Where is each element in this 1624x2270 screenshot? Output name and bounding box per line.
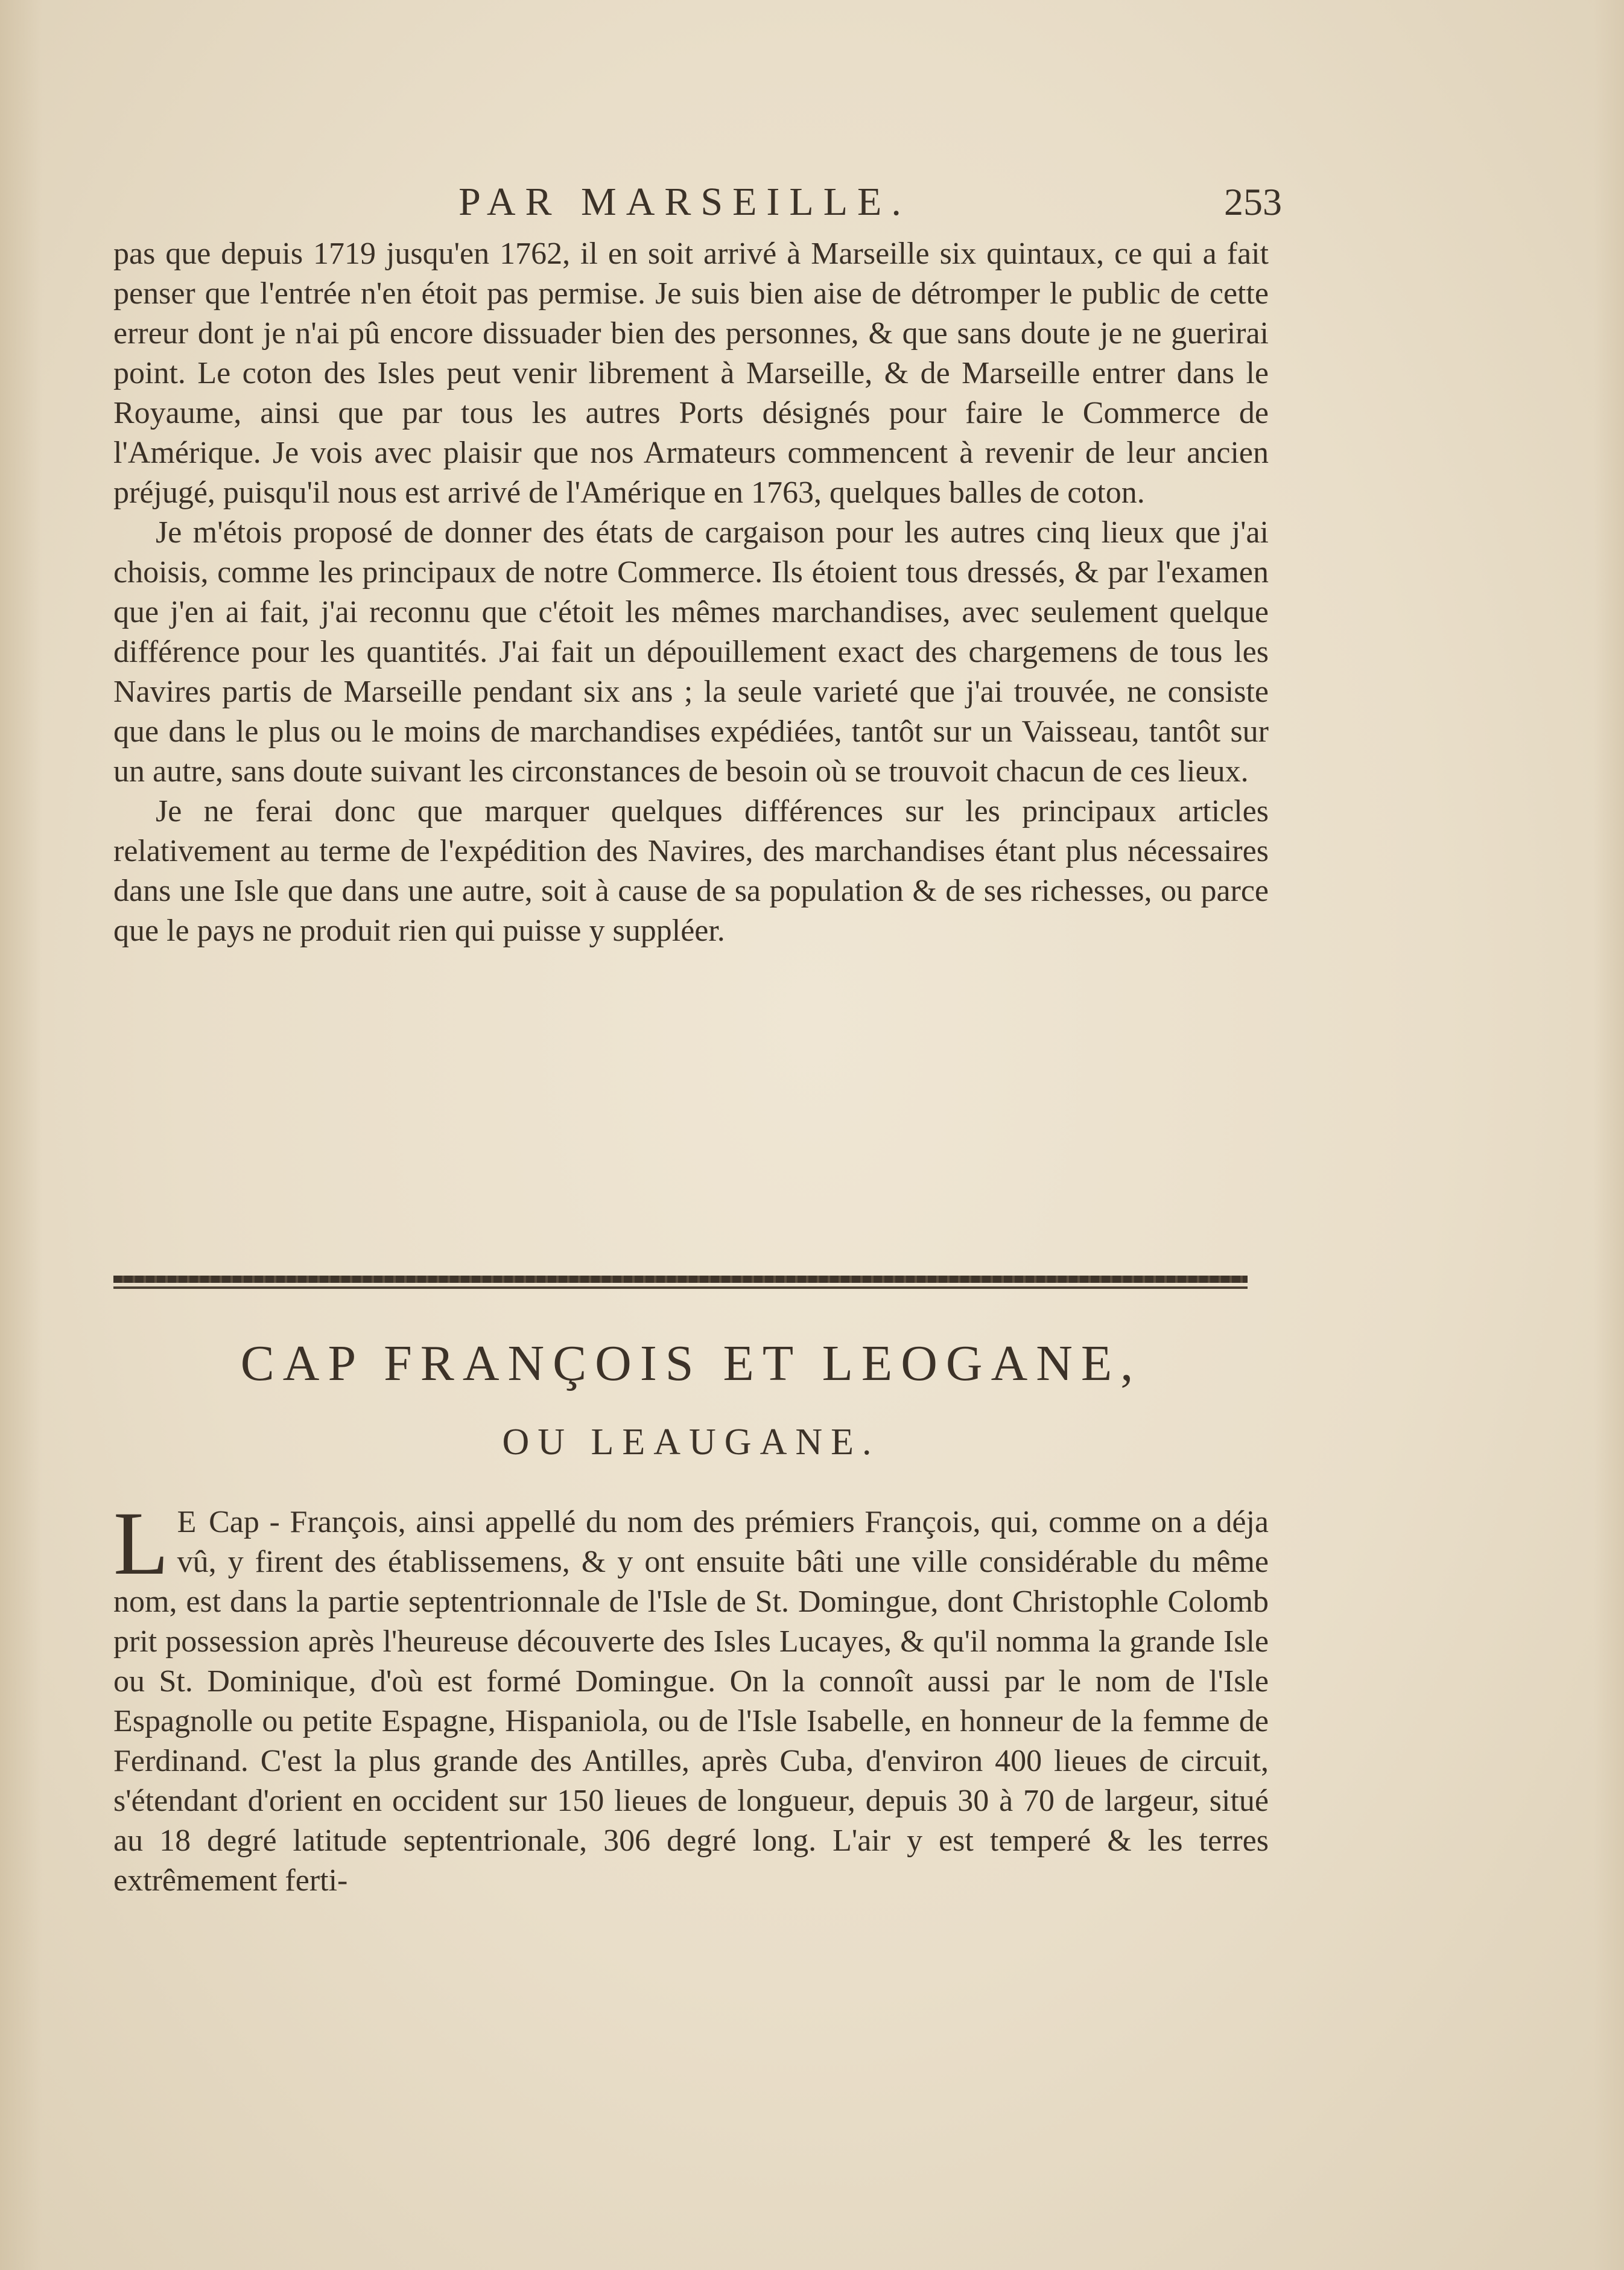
page-number: 253 xyxy=(1224,180,1282,223)
section-divider-rule xyxy=(113,1272,1248,1290)
paragraph-continuation: pas que depuis 1719 jusqu'en 1762, il en soit arrivé à Marseille six quintaux, ce qui a fait penser que l'entrée n'en étoit pas permise. Je suis bien aise de détromper le public de cette erreur dont je n'ai pû encore dissuader bien des personnes, & que sans doute je ne guerirai point. Le coton des Isles peut venir librement à Marseille, & de Marseille entrer dans le Royaume, ainsi que par tous les autres Ports désignés pour faire le Commerce de l'Amérique. Je vois avec plaisir que nos Armateurs commencent à revenir de leur ancien préjugé, puisqu'il nous est arrivé de l'Amérique en 1763, quelques balles de coton. xyxy=(113,237,1269,510)
section-text xyxy=(113,1493,1269,1901)
page-edge-shadow xyxy=(0,0,42,2270)
section-paragraph xyxy=(113,1493,1269,1901)
section-subtitle: OU LEAUGANE. xyxy=(502,1422,880,1463)
opening-letter: E xyxy=(177,1505,199,1539)
section-title: CAP FRANÇOIS ET LEOGANE, xyxy=(240,1335,1142,1391)
running-title: PAR MARSEILLE. xyxy=(458,180,911,224)
drop-capital: L xyxy=(113,1493,169,1594)
page-edge-shadow-right xyxy=(1594,0,1624,2270)
section-body: Cap - François, ainsi appellé du nom des prémiers François, qui, comme on a déja vû, y firent des établissemens, & y ont ensuite bâti une ville considérable du même nom, est dans la partie septentrionnale de l'Isle de St. Domingue, dont Christophle Colomb prit possession après l'heureuse découverte des Isles Lucayes, & qu'il nomma la grande Isle ou St. Dominique, d'où est formé Domingue. On la connoît aussi par le nom de l'Isle Espagnolle ou petite Espagne, Hispaniola, ou de l'Isle Isabelle, en honneur de la femme de Ferdinand. C'est la plus grande des Antilles, après Cuba, d'environ 400 lieues de circuit, s'étendant d'orient en occident sur 150 lieues de longueur, depuis 30 à 70 de largeur, situé au 18 degré latitude septentrionale, 306 degré long. L'air y est temperé & les terres extrêmement ferti- xyxy=(113,1505,1269,1898)
running-header xyxy=(112,175,1282,229)
paragraph-differences: Je ne ferai donc que marquer quelques différences sur les principaux articles relativement au terme de l'expédition des Navires, des marchandises étant plus nécessaires dans une Isle que dans une autre, soit à cause de sa population & de ses richesses, ou parce que le pays ne produit rien qui puisse y suppléer. xyxy=(113,794,1269,948)
body-text xyxy=(113,234,1269,951)
paragraph-cargaison: Je m'étois proposé de donner des états de cargaison pour les autres cinq lieux que j'ai choisis, comme les principaux de notre Commerce. Ils étoient tous dressés, & par l'examen que j'en ai fait, j'ai reconnu que c'étoit les mêmes marchandises, avec seulement quelque différence pour les quantités. J'ai fait un dépouillement exact des chargemens de tous les Navires partis de Marseille pendant six ans ; la seule varieté que j'ai trouvée, ne consiste que dans le plus ou le moins de marchandises expédiées, tantôt sur un Vaisseau, tantôt sur un autre, sans doute suivant les circonstances de besoin où se trouvoit chacun de ces lieux. xyxy=(113,515,1269,789)
